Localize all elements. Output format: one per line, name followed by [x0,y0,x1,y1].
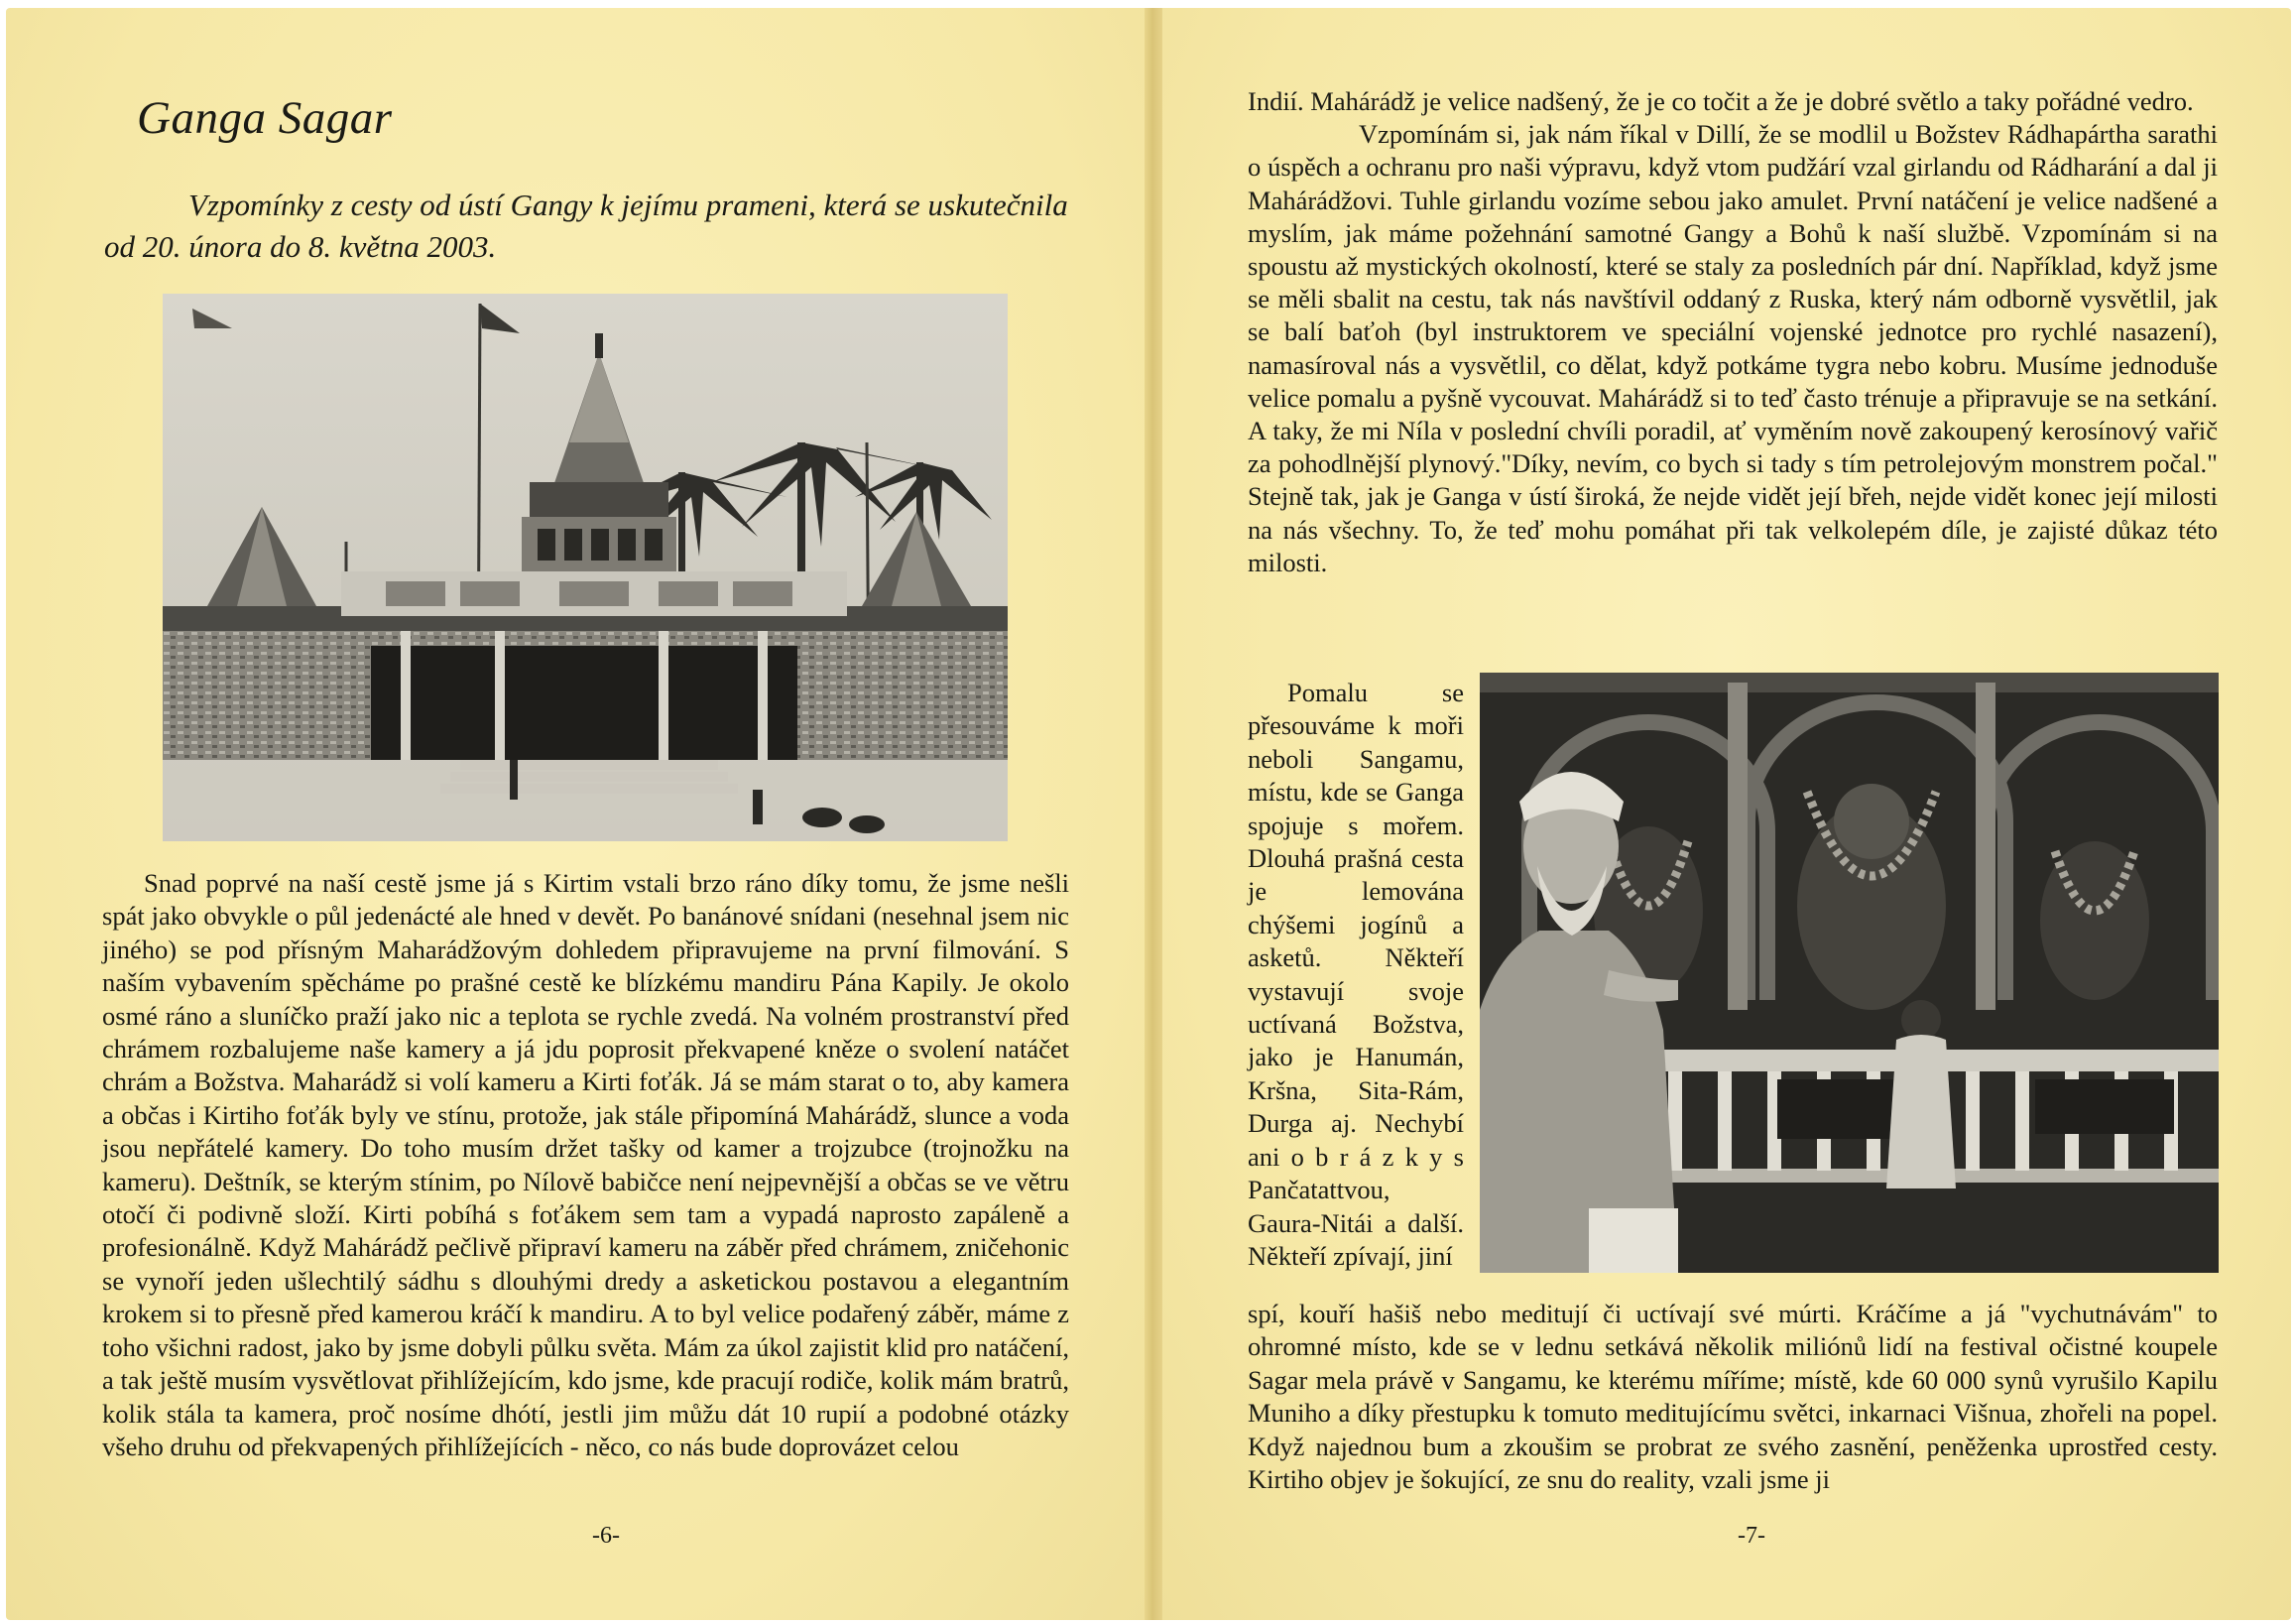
sadhu-photo [1480,673,2219,1273]
temple-photo [163,294,1008,841]
right-paragraph-1: Indií. Mahárádž je velice nadšený, že je co točit a že je dobré světlo a taky pořádné vedro. [1248,86,2194,116]
right-bottom-text: spí, kouří hašiš nebo meditují či uctívají své múrti. Kráčíme a já "vychutnávám" to ohromné místo, kde se v lednu setkává několik miliónů lidí na festival očistné koupele Sagar mela právě v Sangamu, ke kterému míříme; místě, kde 60 000 synů vyrušilo Kapilu Muniho a díky přestupku k tomuto meditujícímu světci, inkarnaci Višnua, zhořeli na popel. Když najednou bum a zkoušim se probrat ze svého zasnění, peněženka uprostřed cesty. Kirtiho objev je šokující, ze snu do reality, vzali jsme ji [1248,1299,2218,1495]
page-number-left: -6- [592,1523,620,1549]
page-number-right: -7- [1738,1523,1765,1549]
right-top-text [1248,85,2218,579]
right-paragraph-2: Vzpomínám si, jak nám říkal v Dillí, že se modlil u Božstev Rádhapártha sarathi o úspěch a ochranu pro naši výpravu, když vtom pudžárí vzal girlandu od Rádharání a dal ji Mahárádžovi. Tuhle girlandu vozíme sebou jako amulet. První natáčení je velice nadšené a myslím, jak máme požehnání samotné Gangy a Bohů k naší službě. Vzpomínám si na spoustu až mystických okolností, které se staly za posledních pár dní. Například, když jsme se měli sbalit na cestu, tak nás navštívil oddaný z Ruska, který nám odborně vysvětlil, jak se balí baťoh (byl instruktorem ve speciální vojenské jednotce pro rychlé nasazení), namasíroval nás a vysvětlil, co dělat, když potkáme tygra nebo kobru. Musíme jednoduše velice pomalu a pyšně vycouvat. Mahárádž si to teď často trénuje a připravuje se na setkání. A taky, že mi Níla v poslední chvíli poradil, ať vyměním nově zakoupený kerosínový vařič za pohodlnější plynový."Díky, nevím, co bych si tady s tím petrolejovým monstrem počal." Stejně tak, jak je Ganga v ústí široká, že nejde vidět její břeh, nejde vidět konec její milosti na nás všechny. To, že teď mohu pomáhat při tak velkolepém díle, je zajisté důkaz této milosti. [1248,119,2218,577]
page-gutter [1145,8,1162,1620]
page-title: Ganga Sagar [137,92,393,144]
photo-side-text: Pomalu se přesouváme k moři neboli Sangamu, místu, kde se Ganga spojuje s mořem. Dlouhá prašná cesta je lemována chýšemi jogínů a asketů. Někteří vystavují svoje uctívaná Božstva, jako je Hanumán, Kršna, Sita-Rám, Durga aj. Nechybí ani o b r á z k y s Pančatattvou, Gaura-Nitái a další. Někteří zpívají, jiní [1248,678,1464,1271]
page-subtitle: Vzpomínky z cesty od ústí Gangy k jejímu prameni, která se uskutečnila od 20. února do 8. května 2003. [104,187,1068,264]
left-body-text: Snad poprvé na naší cestě jsme já s Kirtim vstali brzo ráno díky tomu, že jsme nešli spát jako obvykle o půl jedenácté ale hned v devět. Po banánové snídani (nesehnal jsem nic jiného) se pod přísným Maharádžovým dohledem připravujeme na první filmování. S naším vybavením spěcháme po prašné cestě ke blízkému mandiru Pána Kapily. Je okolo osmé ráno a sluníčko praží jako nic a teplota se rychle zvedá. Na volném prostranství před chrámem rozbalujeme naše kamery a já jdu poprosit překvapené kněze o svolení natáčet chrám a Božstva. Maharádž si volí kameru a Kirti foťák. Já se mám starat o to, aby kamera a občas i Kirtiho foťák byly ve stínu, protože, jak stále připomíná Mahárádž, slunce a voda jsou nepřátelé kamery. Do toho musím držet tašky od kamer a trojzubce (trojnožku na kameru). Deštník, se kterým stínim, po Nílově babičce není nejpevnější a občas se ve větru otočí či podivně složí. Kirti pobíhá s foťákem sem tam a vypadá naprosto zapáleně a profesionálně. Když Mahárádž pečlivě připraví kameru na záběr před chrámem, zničehonic se vynoří jeden ušlechtilý sádhu s dlouhými dredy a asketickou postavou a elegantním krokem si to přesně před kamerou kráčí k mandiru. A to byl velice podařený záběr, máme z toho všichni radost, jako by jsme dobyli půlku světa. Mám za úkol zajistit klid pro natáčení, a tak ještě musím vysvětlovat přihlížejícím, kdo jsme, kde pracují rodiče, kolik mám bratrů, kolik stála ta kamera, proč nosíme dhótí, jestli jim můžu dát 10 rupií a podobné otázky všeho druhu od překvapených přihlížejících - něco, co nás bude doprovázet celou [102,868,1069,1461]
